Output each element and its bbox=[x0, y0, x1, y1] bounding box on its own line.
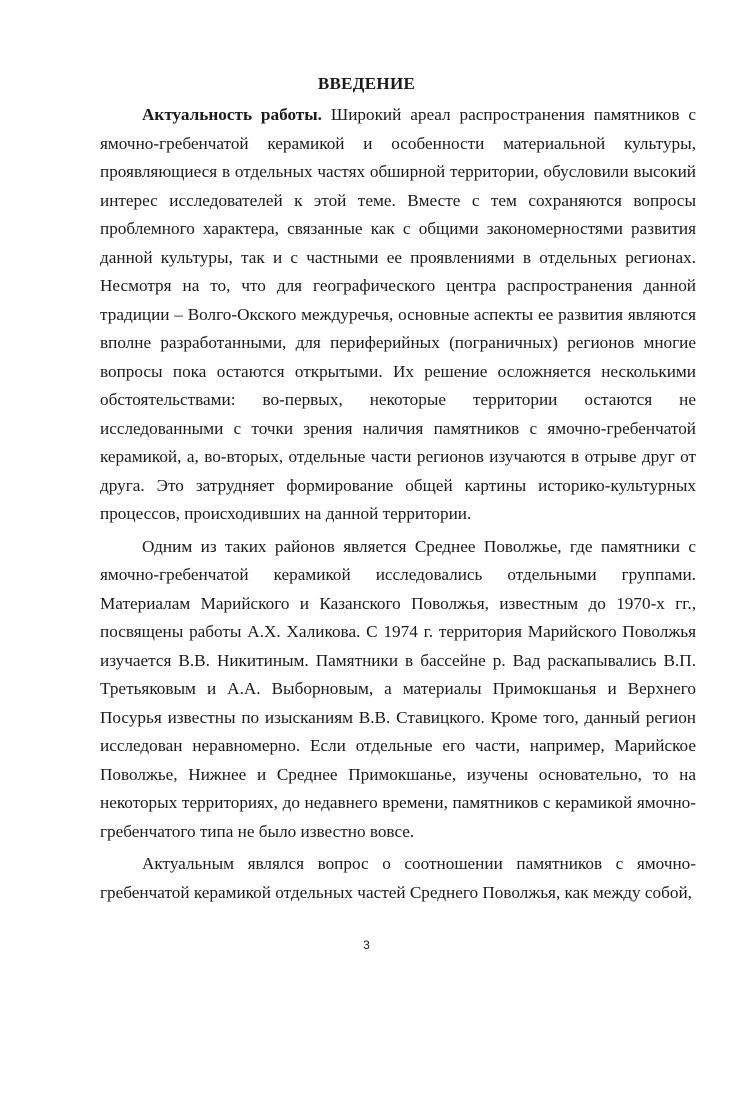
paragraph-lead: Актуальность работы. bbox=[142, 105, 322, 124]
paragraph-relevance bbox=[100, 101, 696, 529]
paragraph-question: Актуальным являлся вопрос о соотношении памятников с ямочно-гребенчатой керамикой отдельных частей Среднего Поволжья, как между собой, bbox=[100, 854, 696, 902]
paragraph-body: Широкий ареал распространения памятников с ямочно-гребенчатой керамикой и особенности материальной культуры, проявляющиеся в отдельных частях обширной территории, обусловили высокий интерес исследователей к этой теме. Вместе с тем сохраняются вопросы проблемного характера, связанные как с общими закономерностями развития данной культуры, так и с частными ее проявлениями в отдельных регионах. Несмотря на то, что для географического центра распространения данной традиции – Волго-Окского междуречья, основные аспекты ее развития являются вполне разработанными, для периферийных (пограничных) регионов многие вопросы пока остаются открытыми. Их решение осложняется несколькими обстоятельствами: во-первых, некоторые территории остаются не исследованными с точки зрения наличия памятников с ямочно-гребенчатой керамикой, а, во-вторых, отдельные части регионов изучаются в отрыве друг от друга. Это затрудняет формирование общей картины историко-культурных процессов, происходивших на данной территории. bbox=[100, 105, 696, 523]
page-number: 3 bbox=[363, 938, 370, 952]
body-text bbox=[100, 101, 696, 907]
paragraph-regions: Одним из таких районов является Среднее Поволжье, где памятники с ямочно-гребенчатой керамикой исследовались отдельными группами. Материалам Марийского и Казанского Поволжья, известным до 1970-х гг., посвящены работы А.Х. Халикова. С 1974 г. территория Марийского Поволжья изучается В.В. Никитиным. Памятники в бассейне р. Вад раскапывались В.П. Третьяковым и А.А. Выборновым, а материалы Примокшанья и Верхнего Посурья известны по изысканиям В.В. Ставицкого. Кроме того, данный регион исследован неравномерно. Если отдельные его части, например, Марийское Поволжье, Нижнее и Среднее Примокшанье, изучены основательно, то на некоторых территориях, до недавнего времени, памятников с керамикой ямочно-гребенчатого типа не было известно вовсе. bbox=[100, 536, 696, 841]
page-title: ВВЕДЕНИЕ bbox=[317, 74, 416, 93]
